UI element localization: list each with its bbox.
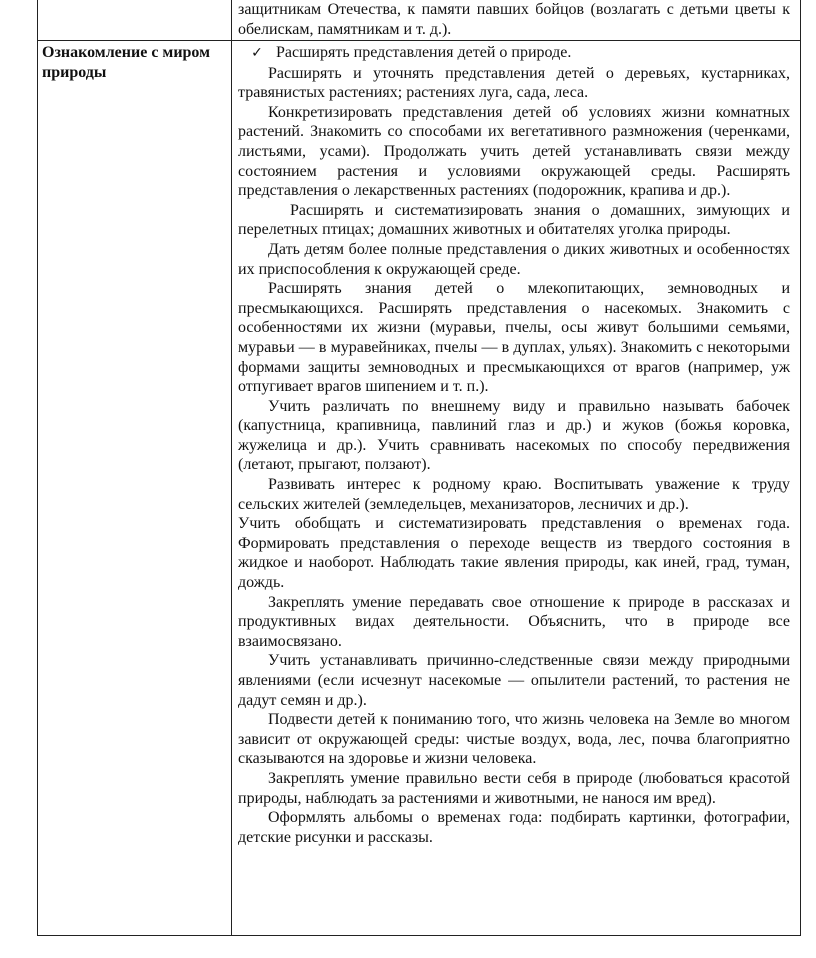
paragraph-seasons: Учить обобщать и систематизировать представления о временах года. Формировать представления о переходе веществ из твердого состояния в жидкое и наоборот. Наблюдать такие явления природы, как иней, град, туман, дождь. [238,515,790,592]
paragraph-text: Расширять представления детей о природе. [276,44,572,61]
checkmark-icon: ✓ [251,45,263,61]
paragraph-plants: Расширять и уточнять представления детей о деревьях, кустарниках, травянистых растениях; растениях луга, сада, леса. [238,64,790,102]
paragraph-native-land: Развивать интерес к родному краю. Воспитывать уважение к труду сельских жителей (земледельцев, механизаторов, лесничих и др.). [238,476,790,513]
paragraph-insects: Учить различать по внешнему виду и правильно называть бабочек (капустница, крапивница, павлиний глаз и др.) и жуков (божья коровка, жужелица и др.). Учить сравнивать насекомых по способу передвижения (летают, прыгают, ползают). [238,397,790,474]
paragraph-mammals: Расширять знания детей о млекопитающих, земноводных и пресмыкающихся. Расширять представления о насекомых. Знакомить с особенностями их жизни (муравьи, пчелы, осы живут большими семьями, муравьи — в муравейниках, пчелы — в дуплах, ульях). Знакомить с некоторыми формами защиты земноводных и пресмыкающихся от врагов (например, уж отпугивает врагов шипением и т. п.). [238,280,790,396]
paragraph-wild-animals: Дать детям более полные представления о диких животных и особенностях их приспособления к окружающей среде. [238,240,790,278]
previous-row-continuation: защитникам Отечества, к памяти павших бойцов (возлагать с детьми цветы к обелискам, памятникам и т. д.). [238,1,790,38]
paragraph-behavior: Закреплять умение правильно вести себя в природе (любоваться красотой природы, наблюдать за растениями и животными, не нанося им вред). [238,769,790,807]
row-heading-cell [42,43,228,83]
content-cell [238,0,790,847]
paragraph-intro [238,43,790,64]
paragraph-causality: Учить устанавливать причинно-следственные связи между природными явлениями (если исчезнут насекомые — опылители растений, то растения не дадут семян и др.). [238,652,790,709]
paragraph-environment: Подвести детей к пониманию того, что жизнь человека на Земле во многом зависит от окружающей среды: чистые воздух, вода, лес, почва благоприятно сказываются на здоровье и жизни человека. [238,711,790,768]
row-heading: Ознакомление с миром природы [42,44,211,81]
paragraph-houseplants: Конкретизировать представления детей об условиях жизни комнатных растений. Знакомить со способами их вегетативного размножения (черенками, листьями, усами). Продолжать учить детей устанавливать связи между состоянием растения и условиями окружающей среды. Расширять представления о лекарственных растениях (подорожник, крапива и др.). [238,103,790,200]
paragraph-albums: Оформлять альбомы о временах года: подбирать картинки, фотографии, детские рисунки и рассказы. [238,809,790,846]
curriculum-table [37,0,801,936]
paragraph-attitude: Закреплять умение передавать свое отношение к природе в рассказах и продуктивных видах деятельности. Объяснить, что в природе все взаимосвязано. [238,593,790,650]
paragraph-birds: Расширять и систематизировать знания о домашних, зимующих и перелетных птицах; домашних животных и обитателях уголка природы. [238,201,790,239]
column-divider [231,0,232,935]
